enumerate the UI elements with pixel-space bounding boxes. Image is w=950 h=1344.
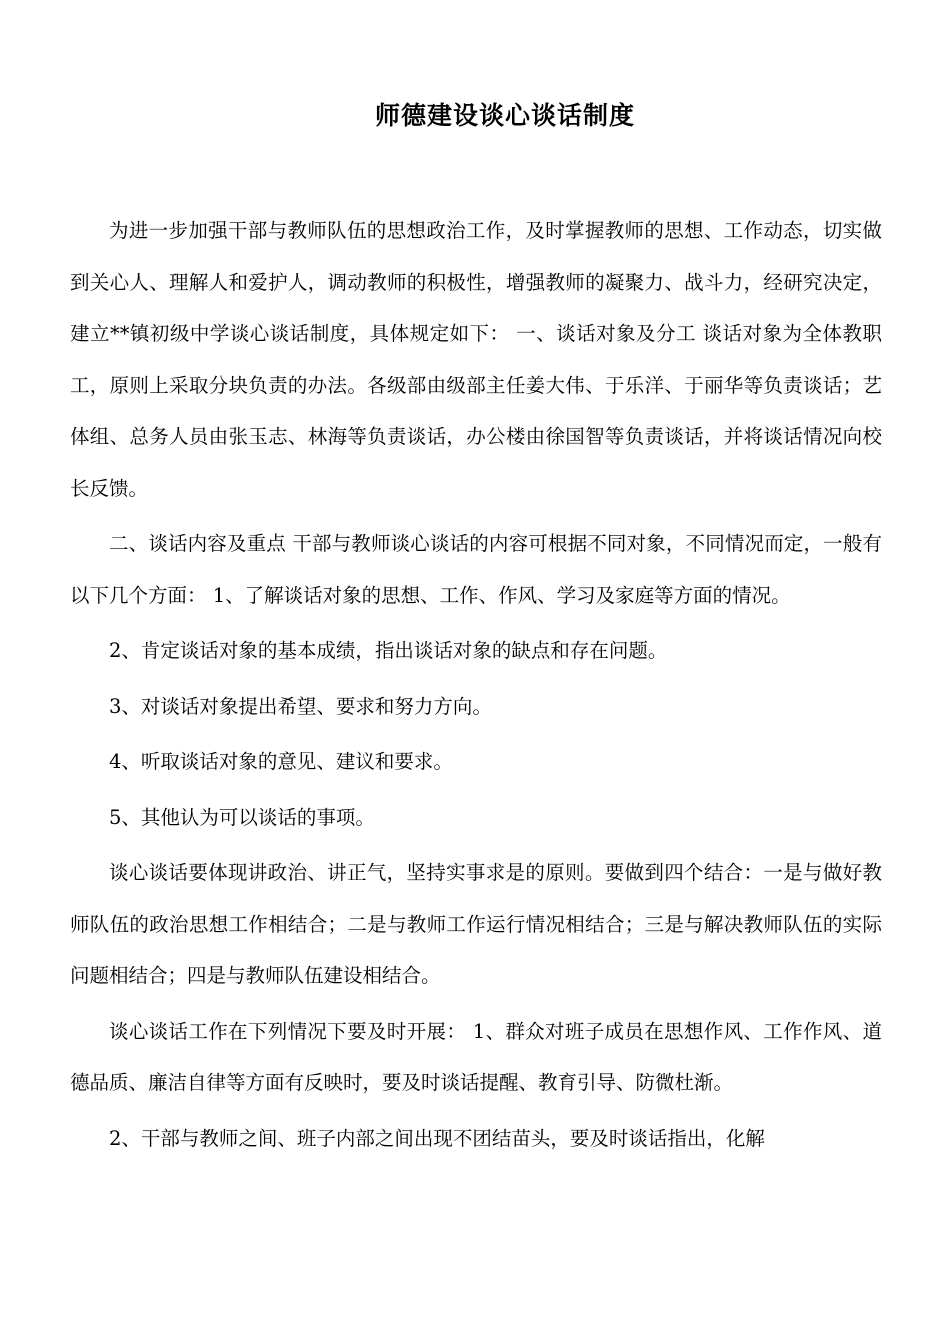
paragraph-item-2: 2、肯定谈话对象的基本成绩，指出谈话对象的缺点和存在问题。 [109, 639, 668, 662]
document-body [70, 205, 882, 1168]
paragraph-item-4: 4、听取谈话对象的意见、建议和要求。 [109, 750, 453, 773]
paragraph-intro: 为进一步加强干部与教师队伍的思想政治工作，及时掌握教师的思想、工作动态，切实做到关心人、理解人和爱护人，调动教师的积极性，增强教师的凝聚力、战斗力，经研究决定，建立**镇初级中学谈心谈话制度，具体规定如下： 一、谈话对象及分工 谈话对象为全体教职工，原则上采取分块负责的办法。各级部由级部主任姜大伟、于乐洋、于丽华等负责谈话；艺体组、总务人员由张玉志、林海等负责谈话，办公楼由徐国智等负责谈话，并将谈话情况向校长反馈。 [70, 219, 882, 500]
paragraph-item-3: 3、对谈话对象提出希望、要求和努力方向。 [109, 694, 492, 718]
paragraph-situations: 谈心谈话工作在下列情况下要及时开展： 1、群众对班子成员在思想作风、工作作风、道德品质、廉洁自律等方面有反映时，要及时谈话提醒、教育引导、防微杜渐。 [70, 1019, 882, 1094]
paragraph-principles: 谈心谈话要体现讲政治、讲正气，坚持实事求是的原则。要做到四个结合：一是与做好教师队伍的政治思想工作相结合；二是与教师工作运行情况相结合；三是与解决教师队伍的实际问题相结合；四是与教师队伍建设相结合。 [70, 861, 882, 987]
paragraph-item-5: 5、其他认为可以谈话的事项。 [109, 805, 375, 829]
paragraph-situation-2: 2、干部与教师之间、班子内部之间出现不团结苗头，要及时谈话指出，化解 [109, 1126, 765, 1150]
document-title: 师德建设谈心谈话制度 [374, 101, 635, 130]
paragraph-content: 二、谈话内容及重点 干部与教师谈心谈话的内容可根据不同对象，不同情况而定，一般有以下几个方面： 1、了解谈话对象的思想、工作、作风、学习及家庭等方面的情况。 [70, 532, 882, 607]
